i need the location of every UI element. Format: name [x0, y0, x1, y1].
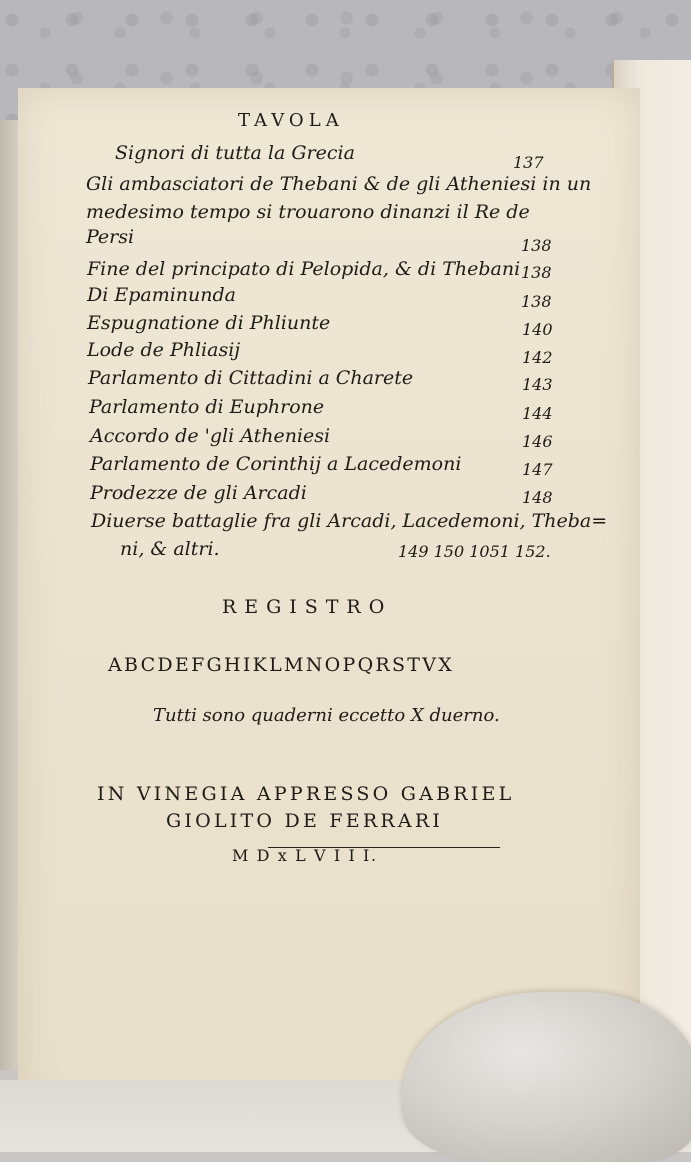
imprint-year: M D x L V I I I. [232, 846, 378, 865]
entry-1-line-1: Signori di tutta la Grecia [115, 142, 355, 164]
entry-3-page: 138 [521, 263, 552, 282]
entry-8-line-1: Parlamento di Euphrone [89, 396, 325, 418]
entry-8-page: 144 [522, 404, 553, 423]
entry-6-page: 142 [522, 348, 553, 367]
entry-10-line-1: Parlamento de Corinthij a Lacedemoni [90, 453, 462, 475]
entry-1-page: 137 [513, 153, 544, 172]
registro-heading: REGISTRO [222, 596, 393, 618]
entry-12-line-2: ni, & altri. [120, 538, 220, 560]
imprint-line-1: IN VINEGIA APPRESSO GABRIEL [97, 783, 515, 805]
registro-letters: ABCDEFGHIKLMNOPQRSTVX [108, 654, 455, 676]
page-title: TAVOLA [238, 110, 344, 131]
entry-2-line-3: Persi [86, 226, 135, 248]
entry-3-line-1: Fine del principato di Pelopida, & di Thebani [87, 258, 521, 280]
entry-2-line-1: Gli ambasciatori de Thebani & de gli Atheniesi in un [86, 173, 592, 195]
entry-4-line-1: Di Epaminunda [87, 284, 237, 306]
entry-5-page: 140 [522, 320, 553, 339]
entry-12-page: 149 150 1051 152. [398, 542, 551, 561]
entry-9-line-1: Accordo de 'gli Atheniesi [90, 425, 331, 447]
entry-11-line-1: Prodezze de gli Arcadi [90, 482, 307, 504]
entry-12-line-1: Diuerse battaglie fra gli Arcadi, Lacedemoni, Theba= [91, 510, 608, 532]
entry-2-page: 138 [521, 236, 552, 255]
entry-2-line-2: medesimo tempo si trouarono dinanzi il Re de [86, 201, 530, 223]
book-spine-edge [0, 120, 20, 1070]
entry-10-page: 147 [522, 460, 553, 479]
imprint-line-2: GIOLITO DE FERRARI [166, 810, 444, 832]
registro-note: Tutti sono quaderni eccetto X duerno. [153, 705, 500, 726]
entry-7-page: 143 [522, 375, 553, 394]
entry-7-line-1: Parlamento di Cittadini a Charete [88, 367, 414, 389]
entry-6-line-1: Lode de Phliasij [87, 339, 241, 361]
entry-11-page: 148 [522, 488, 553, 507]
entry-4-page: 138 [521, 292, 552, 311]
entry-5-line-1: Espugnatione di Phliunte [87, 312, 331, 334]
entry-9-page: 146 [522, 432, 553, 451]
